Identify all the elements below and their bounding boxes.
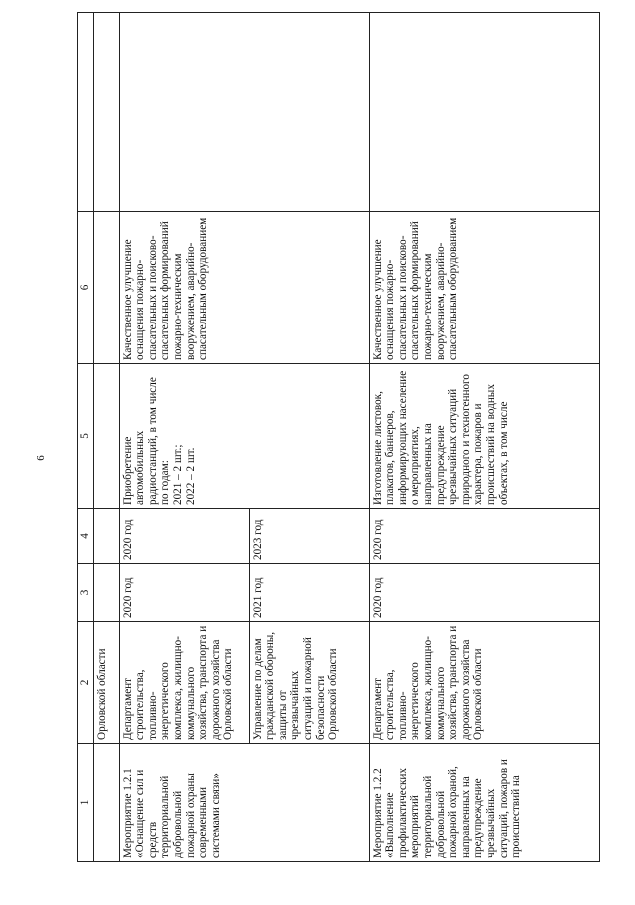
start-year-cell: 2020 год	[369, 564, 599, 622]
header-cell: 4	[78, 509, 94, 564]
region-cell: Орловской области	[93, 622, 119, 744]
header-cell: 6	[78, 212, 94, 364]
header-cell: 3	[78, 564, 94, 622]
result-cell: Приобретение автомобильных радиостанций, в том числе по годам: 2021 – 2 шт.; 2022 – 2 шт.	[119, 364, 369, 509]
header-cell: 2	[78, 622, 94, 744]
measure-name-cell: Мероприятие 1.2.1 «Оснащение сил и средств территориальной добровольной пожарной охраны современными системами связи»	[119, 744, 369, 862]
end-year-cell: 2020 год	[119, 509, 249, 564]
table-row	[369, 13, 599, 862]
executor-cell: Департамент строительства, топливно-энергетического комплекса, жилищно-коммунального хозяйства, транспорта и дорожного хозяйства Орловской области	[369, 622, 599, 744]
header-cell	[78, 13, 94, 212]
result-cell: Изготовление листовок, плакатов, баннеров, информирующих население о мероприятиях, направленных на предупреждение чрезвычайных ситуаций природного и техногенного характера, пожаров и происшествий на водных объектах, в том числе	[369, 364, 599, 509]
measures-table	[77, 12, 600, 862]
outcome-cell: Качественное улучшение оснащения пожарно-спасательных и поисково-спасательных формирований пожарно-техническим вооружением, аварийно-спасательным оборудованием	[369, 212, 599, 364]
outcome-cell: Качественное улучшение оснащения пожарно-спасательных и поисково-спасательных формирований пожарно-техническим вооружением, аварийно-спасательным оборудованием	[119, 212, 369, 364]
measure-name-cell: Мероприятие 1.2.2 «Выполнение профилактических мероприятий территориальной добровольной пожарной охраной, направленных на предупреждение чрезвычайных ситуаций, пожаров и происшествий на	[369, 744, 599, 862]
start-year-cell: 2021 год	[249, 564, 369, 622]
start-year-cell: 2020 год	[119, 564, 249, 622]
page-number: 6	[34, 455, 47, 461]
end-year-cell: 2023 год	[249, 509, 369, 564]
executor-cell: Управление по делам гражданской обороны, защиты от чрезвычайных ситуаций и пожарной безопасности Орловской области	[249, 622, 369, 744]
table-row	[119, 13, 249, 862]
end-year-cell: 2020 год	[369, 509, 599, 564]
header-cell: 5	[78, 364, 94, 509]
region-row	[93, 13, 119, 862]
header-cell: 1	[78, 744, 94, 862]
executor-cell: Департамент строительства, топливно-энергетического комплекса, жилищно-коммунального хозяйства, транспорта и дорожного хозяйства Орловской области	[119, 622, 249, 744]
rotated-table-page	[77, 12, 635, 862]
header-row	[78, 13, 94, 862]
